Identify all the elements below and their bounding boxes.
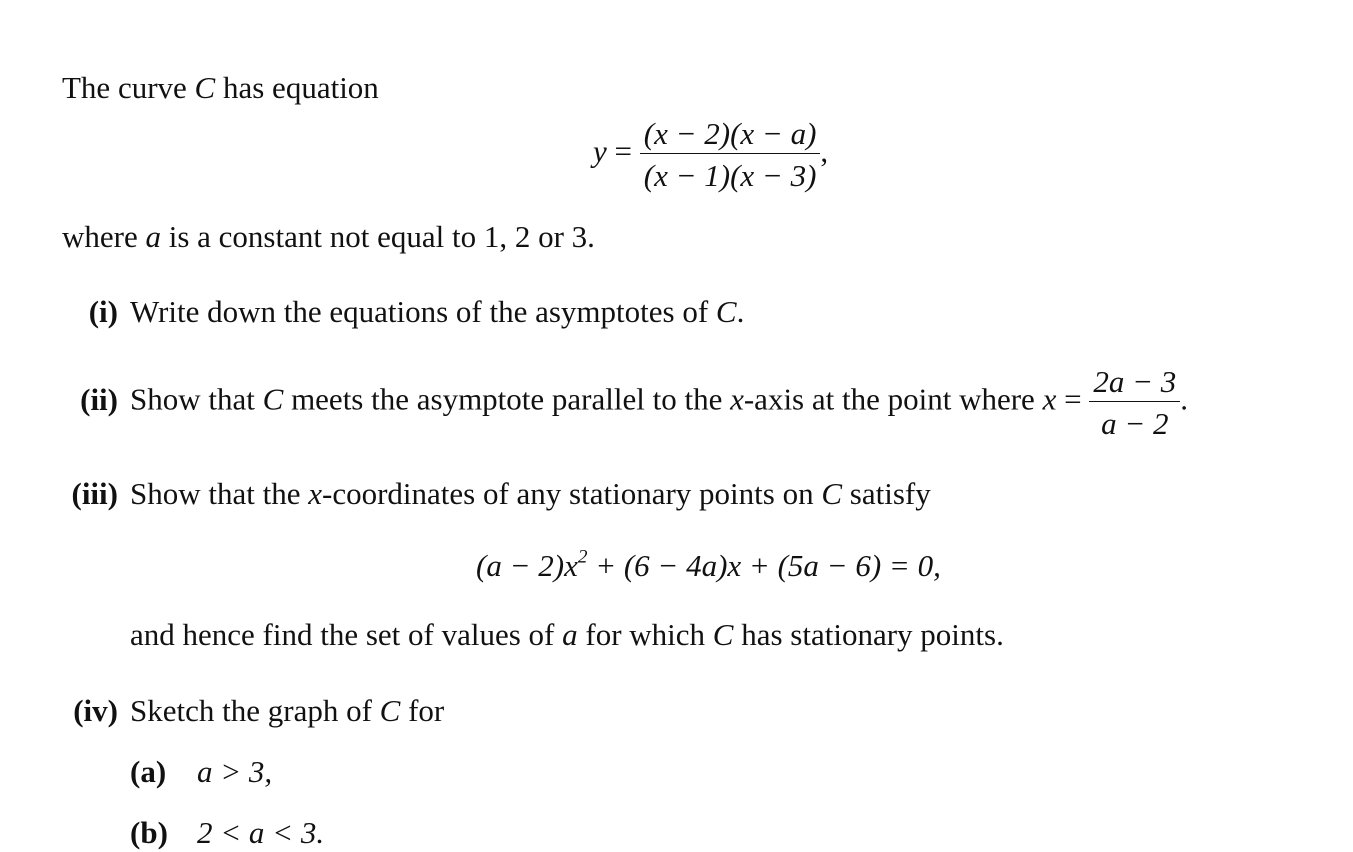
part-ii-label: (ii)	[80, 381, 118, 417]
part-iii-label: (iii)	[71, 476, 118, 511]
part-i-label: (i)	[88, 294, 118, 329]
equation-fraction	[640, 118, 821, 191]
part-i: (i) Write down the equations of the asymptotes of C.	[50, 296, 744, 327]
part-iv-a-label: (a)	[130, 754, 167, 789]
part-iv-b-label: (b)	[130, 815, 168, 850]
part-iii: (iii) Show that the x-coordinates of any stationary points on C satisfy	[50, 478, 931, 509]
where-line: where a is a constant not equal to 1, 2 or 3.	[62, 219, 595, 254]
intro-line: The curve C has equation	[62, 70, 379, 105]
equation-denominator: (x − 1)(x − 3)	[643, 158, 817, 193]
part-iv-b	[130, 817, 324, 848]
equation-numerator: (x − 2)(x − a)	[643, 116, 817, 151]
part-iv-label: (iv)	[73, 693, 118, 728]
part-ii-fraction	[1089, 366, 1180, 439]
part-iv-a	[130, 756, 272, 787]
stationary-equation: $(a - 2)x^2 + (6 - 4a)x + (5a - 6) = 0$,	[476, 546, 941, 583]
part-iii-followup: and hence find the set of values of a for which C has stationary points.	[130, 617, 1004, 652]
part-iv-a-expression: a > 3,	[197, 754, 273, 789]
part-ii-denominator: a − 2	[1101, 406, 1169, 441]
curve-symbol: C	[194, 70, 216, 105]
part-iv-b-expression: 2 < a < 3.	[197, 815, 325, 850]
main-equation: y = $\frac{(x - 2)(x - a)}{(x - 1)(x - 3)}$ ,	[593, 116, 829, 193]
part-ii: (ii) Show that C meets the asymptote parallel to the x-axis at the point where x = $\frac{2a - 3}{a - 2}$ .	[50, 366, 1188, 439]
part-ii-numerator: 2a − 3	[1093, 364, 1177, 399]
part-iv: (iv) Sketch the graph of C for	[50, 695, 444, 726]
